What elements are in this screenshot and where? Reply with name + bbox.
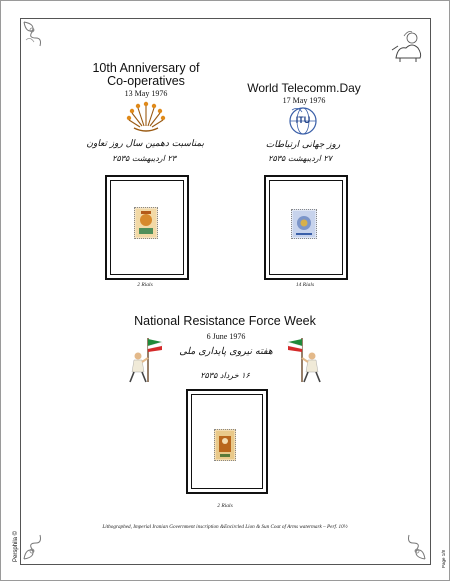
- resistance-stamp-image-icon: [215, 430, 235, 460]
- resistance-stamp: [214, 429, 236, 461]
- footnote: Lithographed, Imperial Iranian Government inscription &Encircled Lion & Sun Coat of Arms watermark – Perf. 10½: [102, 524, 348, 530]
- lion-and-sun-crest-icon: [390, 28, 426, 64]
- cooperatives-stamp: [134, 207, 158, 239]
- itu-logo-text: ITU: [295, 115, 311, 125]
- resistance-stamp-mount: [186, 389, 268, 494]
- flag-bearer-left-icon: [124, 336, 164, 384]
- telecomm-stamp-mount: [264, 175, 348, 280]
- cooperatives-emblem-icon: [124, 100, 168, 136]
- cooperatives-title-line1: 10th Anniversary of: [92, 61, 200, 75]
- cooperatives-value-caption: 2 Rials: [137, 282, 153, 288]
- cooperatives-persian-title: بمناسبت دهمین سال روز تعاون: [86, 139, 204, 149]
- copyright-side-text-container: [4, 520, 19, 562]
- corner-ornament-bottom-right-icon: [399, 533, 427, 561]
- corner-ornament-top-left-icon: [22, 20, 50, 48]
- corner-ornament-bottom-left-icon: [22, 533, 50, 561]
- telecomm-stamp-image-icon: [292, 210, 316, 238]
- telecomm-persian-title: روز جهانی ارتباطات: [265, 140, 341, 150]
- page-number-side-text: Page 1/8: [441, 549, 446, 568]
- resistance-value-caption: 2 Rials: [217, 503, 233, 509]
- cooperatives-stamp-mount: [105, 175, 189, 280]
- resistance-date: 6 June 1976: [206, 332, 246, 341]
- cooperatives-persian-date: ۲۳ اردیبهشت ۲۵۳۵: [112, 154, 176, 163]
- telecomm-persian-date: ۲۷ اردیبهشت ۲۵۳۵: [268, 154, 332, 163]
- copyright-side-text: Persphila ©: [13, 530, 19, 562]
- flag-bearer-right-icon: [286, 336, 326, 384]
- telecomm-title: World Telecomm.Day: [247, 81, 361, 95]
- telecomm-date: 17 May 1976: [282, 96, 326, 105]
- cooperatives-title-line2: Co-operatives: [107, 74, 185, 88]
- resistance-persian-title: هفته نیروی پایداری ملی: [179, 346, 273, 357]
- telecomm-stamp: [291, 209, 317, 239]
- telecomm-value-caption: 14 Rials: [295, 282, 315, 288]
- cooperatives-stamp-image-icon: [135, 208, 157, 238]
- resistance-title: National Resistance Force Week: [134, 314, 316, 328]
- resistance-persian-date: ۱۶ خرداد ۲۵۳۵: [200, 371, 250, 380]
- page-number-side-text-container: [433, 540, 446, 570]
- cooperatives-date: 13 May 1976: [124, 89, 168, 98]
- cooperatives-title: [76, 62, 216, 88]
